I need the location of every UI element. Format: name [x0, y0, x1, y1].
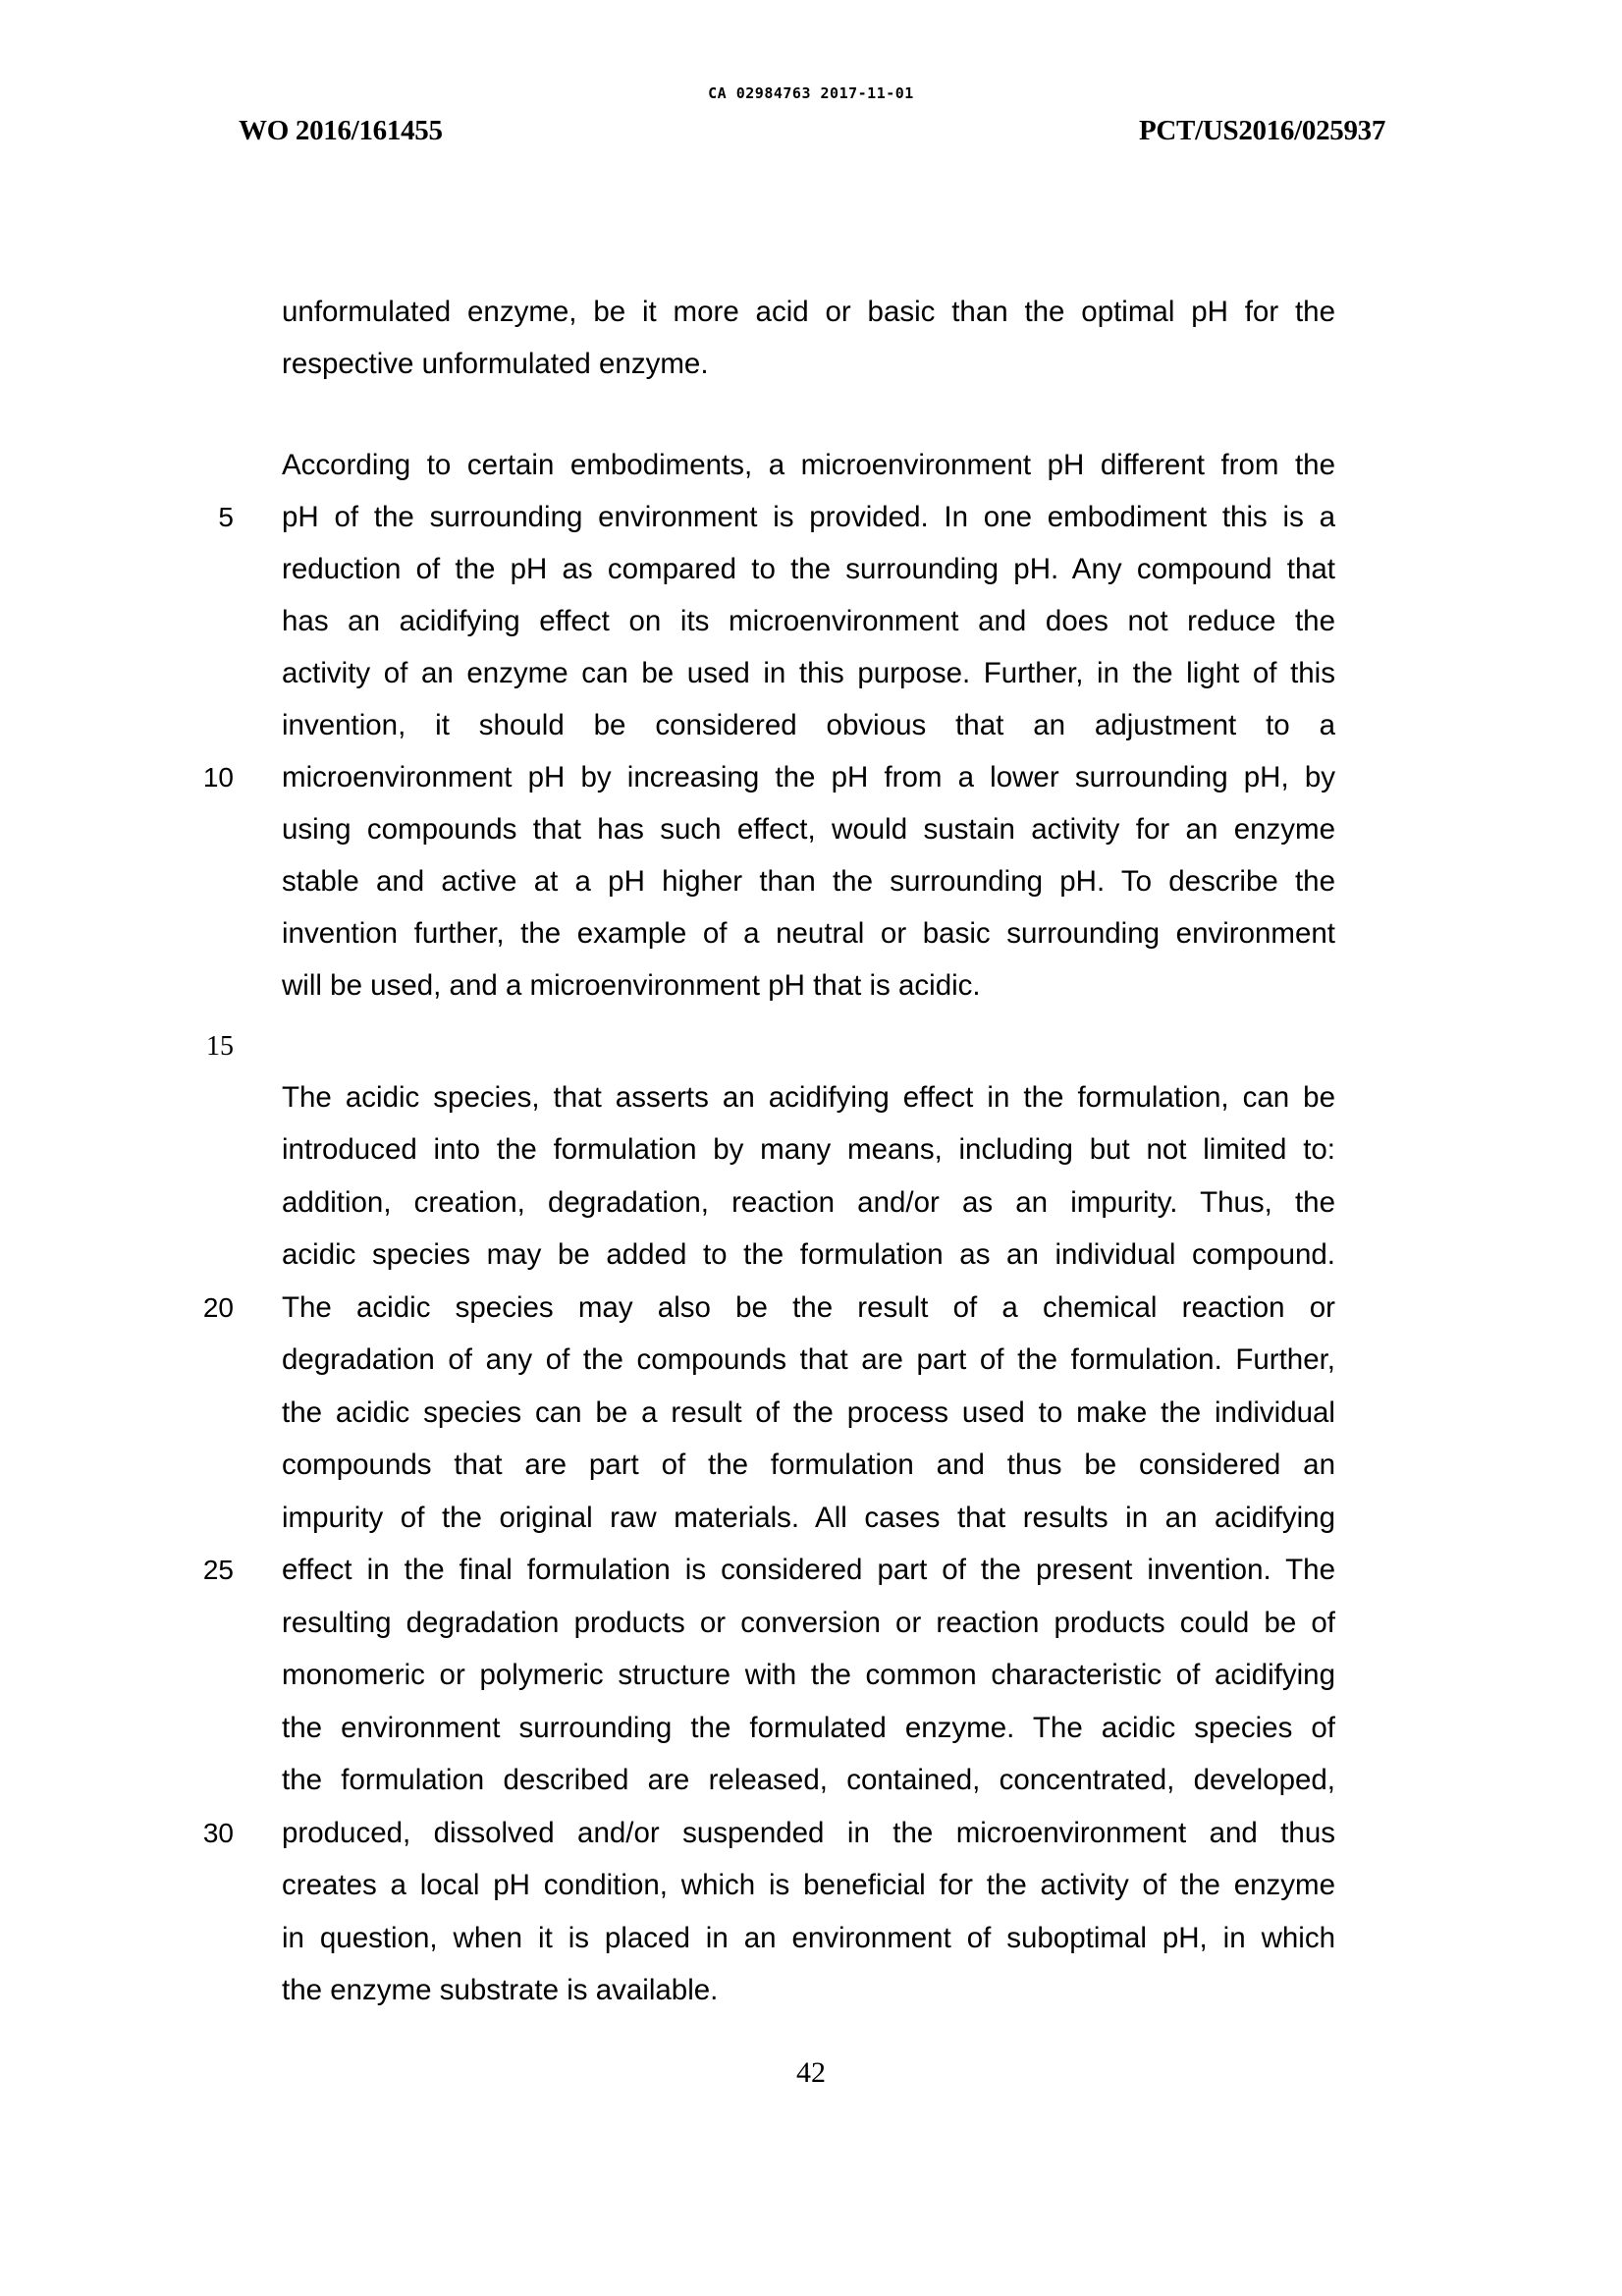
text-line: invention, it should be considered obvious that an adjustment to a [282, 709, 1335, 741]
text-line: According to certain embodiments, a microenvironment pH different from the [282, 449, 1335, 481]
text-line: addition, creation, degradation, reaction and/or as an impurity. Thus, the [282, 1186, 1335, 1219]
text-line: invention further, the example of a neutral or basic surrounding environment [282, 917, 1335, 950]
text-line: introduced into the formulation by many means, including but not limited to: [282, 1133, 1335, 1166]
text-line: The acidic species may also be the result of a chemical reaction or [282, 1291, 1335, 1324]
text-line: effect in the final formulation is considered part of the present invention. The [282, 1554, 1335, 1586]
text-line: monomeric or polymeric structure with the common characteristic of acidifying [282, 1659, 1335, 1691]
text-line: degradation of any of the compounds that are part of the formulation. Further, [282, 1343, 1335, 1376]
text-line: will be used, and a microenvironment pH that is acidic. [282, 969, 981, 1002]
page-number: 42 [796, 2056, 826, 2089]
publication-number: WO 2016/161455 [239, 115, 443, 146]
text-line: stable and active at a pH higher than the surrounding pH. To describe the [282, 865, 1335, 898]
text-line: impurity of the original raw materials. All cases that results in an acidifying [282, 1502, 1335, 1534]
text-line: activity of an enzyme can be used in this purpose. Further, in the light of this [282, 657, 1335, 689]
text-line: the environment surrounding the formulated enzyme. The acidic species of [282, 1712, 1335, 1744]
text-line: using compounds that has such effect, would sustain activity for an enzyme [282, 813, 1335, 846]
text-line: acidic species may be added to the formulation as an individual compound. [282, 1238, 1335, 1271]
line-number: 15 [206, 1031, 234, 1062]
text-line: unformulated enzyme, be it more acid or basic than the optimal pH for the [282, 296, 1335, 328]
text-line: the enzyme substrate is available. [282, 1974, 719, 2006]
application-number: PCT/US2016/025937 [1139, 115, 1386, 146]
text-line: creates a local pH condition, which is beneficial for the activity of the enzyme [282, 1869, 1335, 1901]
text-line: resulting degradation products or conversion or reaction products could be of [282, 1607, 1335, 1639]
text-line: compounds that are part of the formulation and thus be considered an [282, 1449, 1335, 1481]
filing-stamp: CA 02984763 2017-11-01 [708, 84, 914, 102]
line-number: 20 [202, 1292, 234, 1323]
text-line: The acidic species, that asserts an acidifying effect in the formulation, can be [282, 1081, 1335, 1114]
text-line: reduction of the pH as compared to the surrounding pH. Any compound that [282, 553, 1335, 585]
text-line: produced, dissolved and/or suspended in the microenvironment and thus [282, 1817, 1335, 1849]
text-line: microenvironment pH by increasing the pH from a lower surrounding pH, by [282, 761, 1335, 793]
text-line: the formulation described are released, contained, concentrated, developed, [282, 1764, 1335, 1796]
text-line: has an acidifying effect on its microenvironment and does not reduce the [282, 605, 1335, 637]
text-line: respective unformulated enzyme. [282, 348, 709, 380]
line-number: 25 [202, 1555, 234, 1585]
line-number: 10 [202, 762, 234, 793]
text-line: the acidic species can be a result of the process used to make the individual [282, 1396, 1335, 1429]
text-line: in question, when it is placed in an environment of suboptimal pH, in which [282, 1922, 1335, 1954]
line-number: 5 [218, 502, 234, 532]
line-number: 30 [202, 1818, 234, 1848]
text-line: pH of the surrounding environment is provided. In one embodiment this is a [282, 501, 1335, 533]
